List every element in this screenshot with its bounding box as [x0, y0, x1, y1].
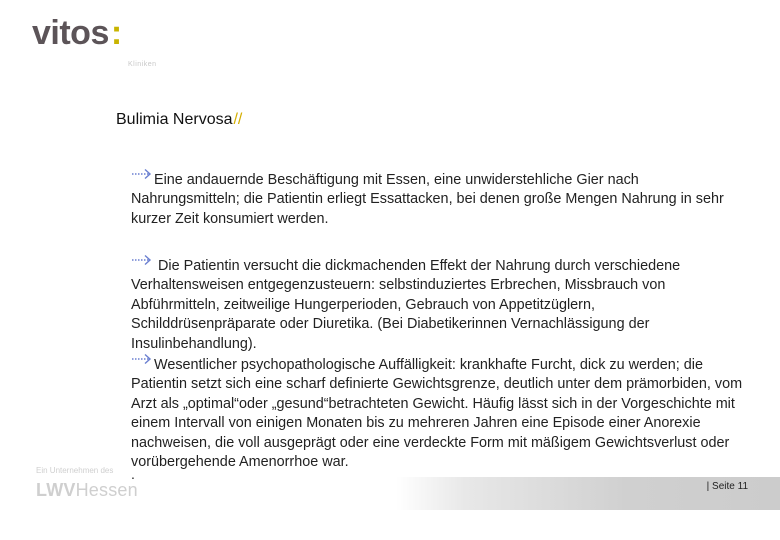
stray-mark: .: [131, 466, 135, 482]
bullet-text: Wesentlicher psychopathologische Auffälligkeit: krankhafte Furcht, dick zu werden; die Patientin setzt sich eine scharf definierte Gewichtsgrenze, deutlich unter dem prämorbiden, vom Arzt als „optimal“oder „gesund“betrachteten Gewicht. Häufig lässt sich in der Vorgeschichte mit einem Intervall von einigen Monaten bis zu mehreren Jahren eine Episode einer Anorexie nachweisen, die voll ausgeprägt oder eine verdeckte Form mit mäßigem Gewichtsverlust oder vorübergehende Amenorrhoe war.: [131, 357, 743, 471]
dotted-arrow-icon: [131, 353, 153, 365]
logo-text: vitos: [32, 14, 109, 52]
slide-title: [116, 111, 242, 129]
bullet-item: [131, 353, 743, 472]
vitos-logo: [32, 14, 122, 53]
org-logo-bold: LWV: [36, 480, 76, 500]
org-tagline: Ein Unternehmen des: [36, 466, 114, 475]
bullet-text: Eine andauernde Beschäftigung mit Essen, eine unwiderstehliche Gier nach Nahrungsmitteln; die Patientin erliegt Essattacken, bei denen große Mengen Nahrung in sehr kurzer Zeit konsumiert werden.: [131, 172, 724, 227]
bullet-item: [131, 168, 743, 229]
dotted-arrow-icon: [131, 254, 153, 266]
page-number: | Seite 11: [706, 481, 748, 492]
title-accent: //: [233, 111, 243, 128]
org-logo-rest: Hessen: [75, 480, 138, 500]
lwv-hessen-logo: [36, 480, 138, 501]
slide-title-text: Bulimia Nervosa: [116, 111, 233, 128]
bullet-item: [131, 254, 743, 354]
logo-subtext: Kliniken: [128, 61, 157, 68]
bullet-text: Die Patientin versucht die dickmachenden Effekt der Nahrung durch verschiedene Verhaltensweisen entgegenzusteuern: selbstinduziertes Erbrechen, Missbrauch von Abführmitteln, zeitweilige Hungerperioden, Gebrauch von Appetitzüglern, Schilddrüsenpräparate oder Diuretika. (Bei Diabetikerinnen Vernachlässigung der Insulinbehandlung).: [131, 258, 681, 352]
logo-colon: :: [110, 14, 122, 52]
dotted-arrow-icon: [131, 168, 153, 180]
